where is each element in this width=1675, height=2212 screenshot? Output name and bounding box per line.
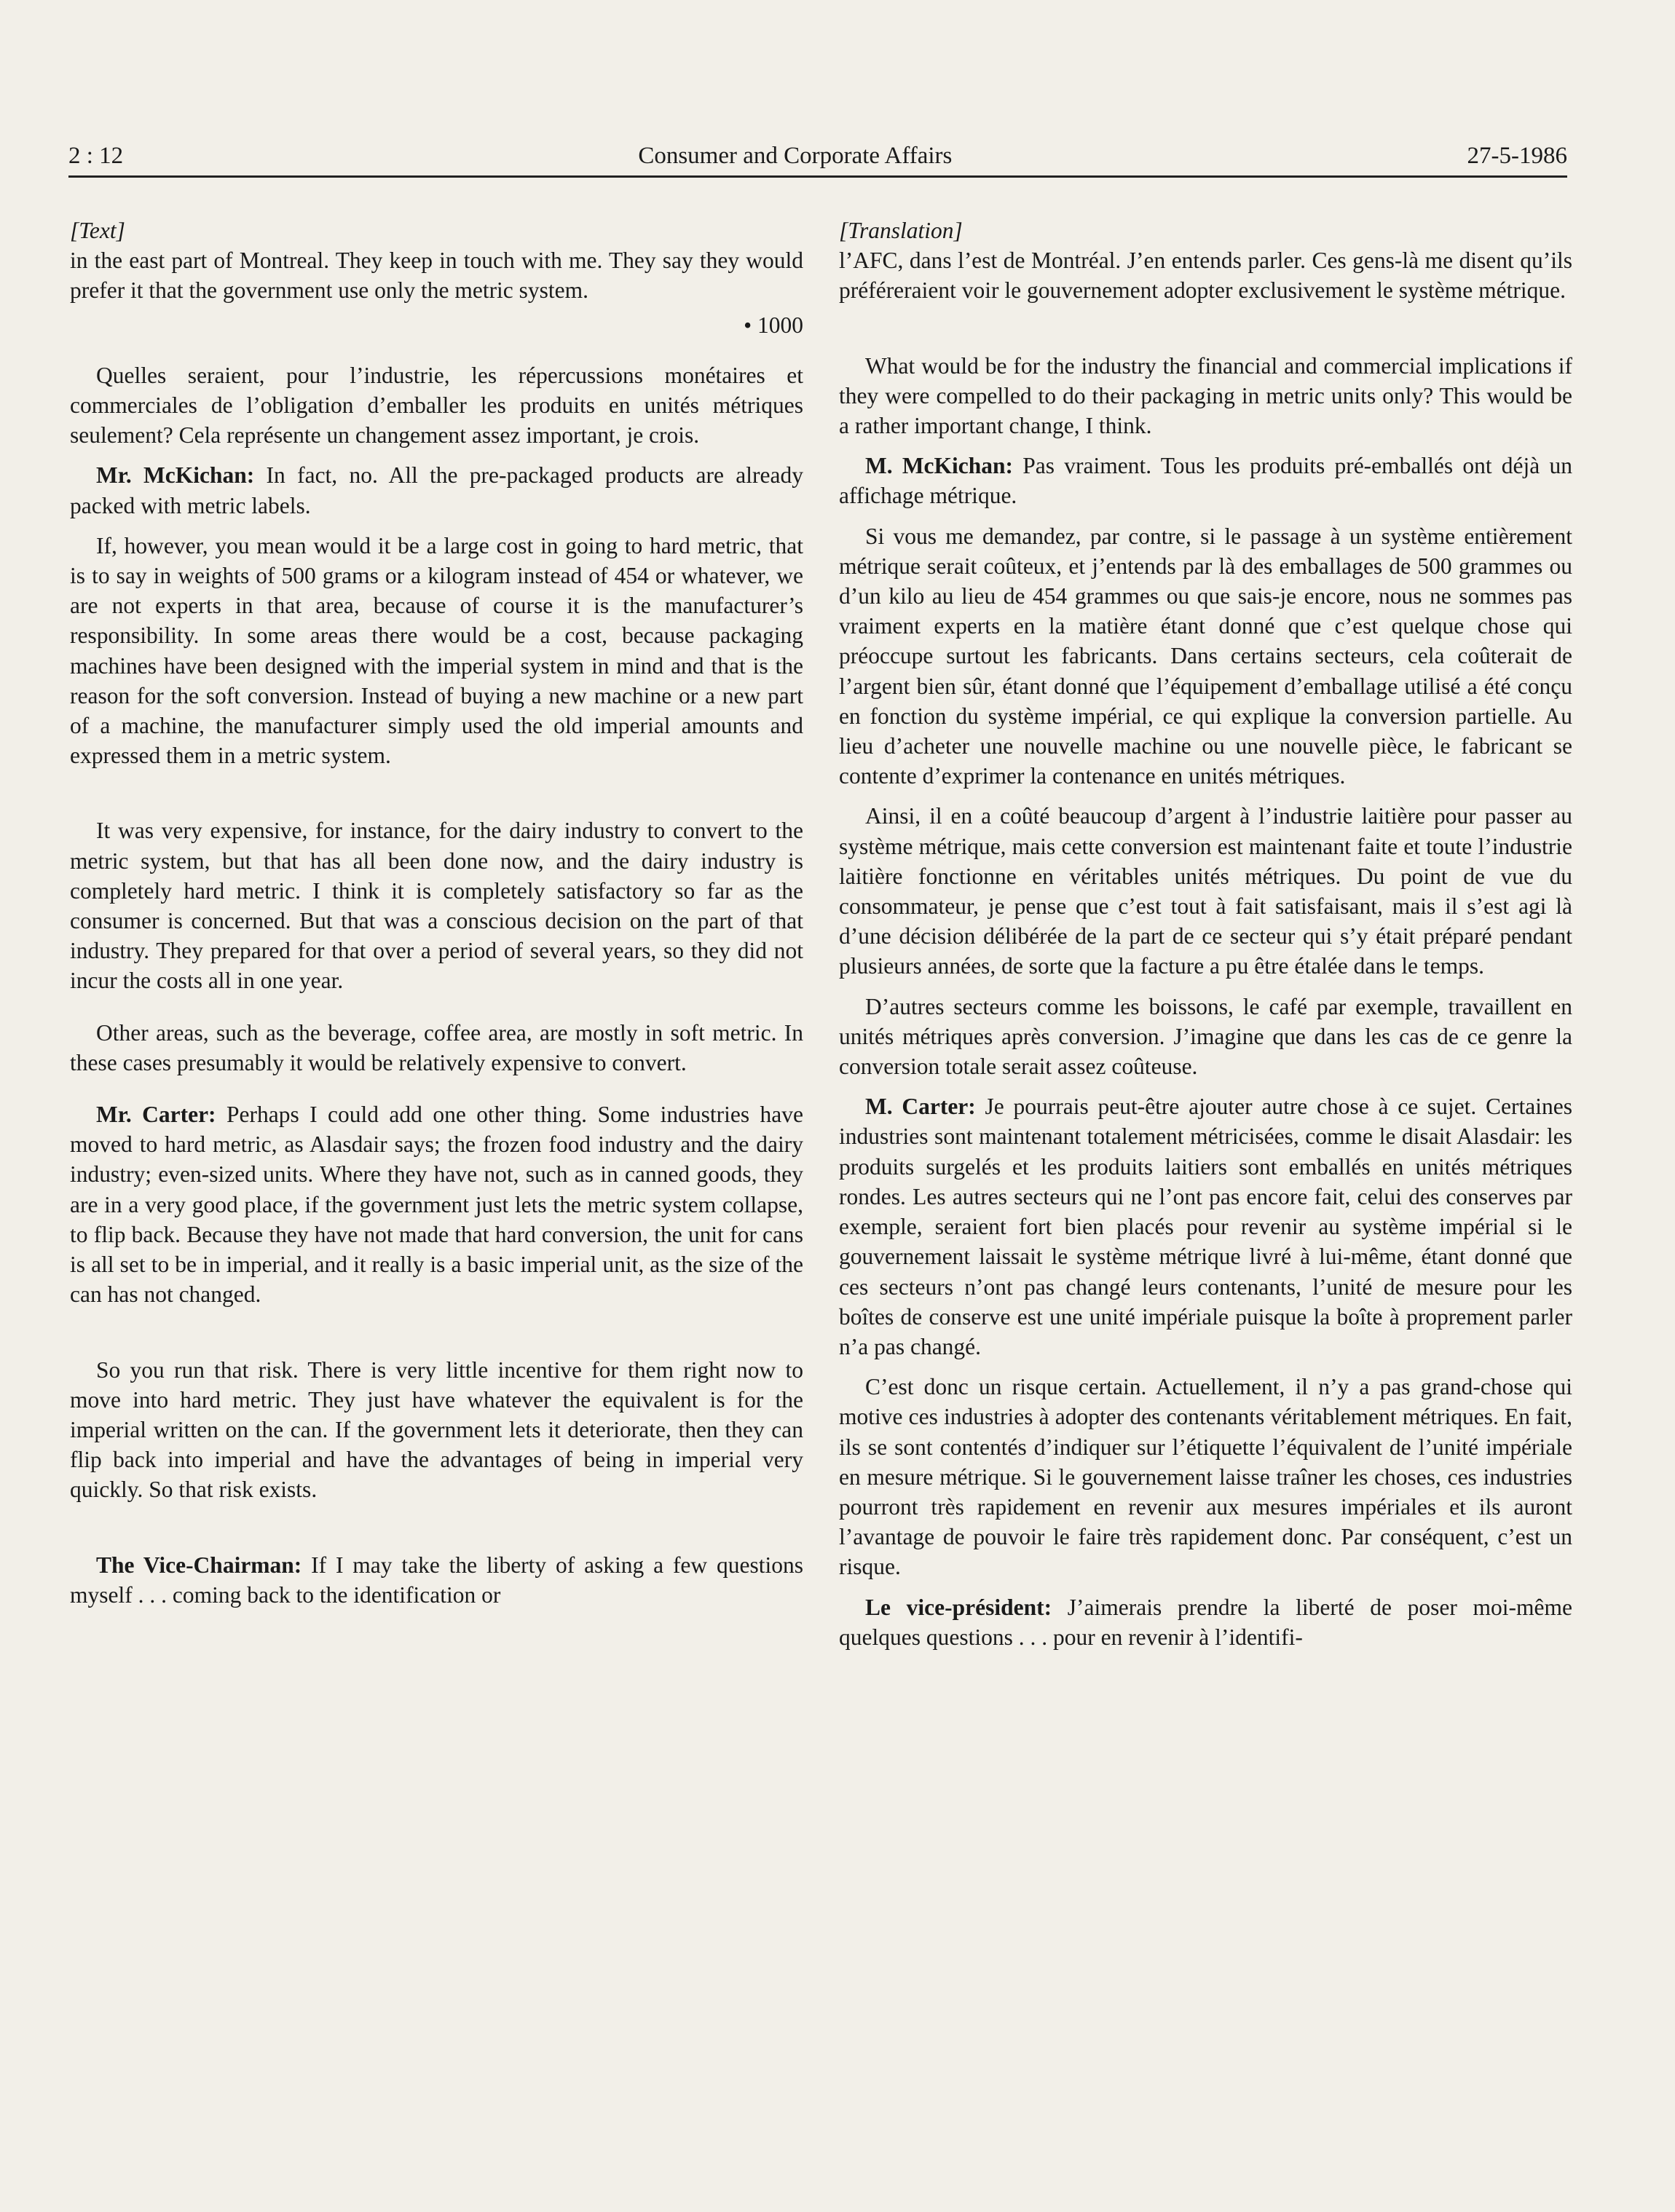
speaker-name: The Vice-Chairman: (96, 1552, 302, 1578)
speech-text: In fact, no. All the pre-packaged products are already packed with metric labels. (70, 462, 803, 518)
paragraph: Si vous me demandez, par contre, si le passage à un système entièrement métrique serait coûteux, et j’entends par là des emballages de 500 grammes ou d’un kilo au lieu de 454 grammes ou que sais-je encore, nous ne sommes pas vraiment experts en la matière étant donné que c’est quelque chose qui préoccupe surtout les fabricants. Dans certains secteurs, cela coûterait de l’argent bien sûr, étant donné que l’équipement d’emballage utilisé a été conçu en fonction du système impérial, ce qui explique la conversion partielle. Au lieu d’acheter une nouvelle machine ou une nouvelle pièce, le fabricant se contente d’exprimer la contenance en unités métriques. (839, 523, 1572, 789)
speech-text: J’aimerais prendre la liberté de poser moi-même quelques questions . . . pour en revenir à l’identifi- (839, 1594, 1573, 1650)
column-label: [Text] (70, 218, 125, 243)
speaker-name: Mr. McKichan: (96, 462, 255, 489)
time-marker: • 1000 (744, 312, 803, 338)
paragraph: If, however, you mean would it be a large cost in going to hard metric, that is to say in weights of 500 grams or a kilogram instead of 454 or whatever, we are not experts in that area, because of course it is the manufacturer’s responsibility. In some areas there would be a cost, because packaging machines have been designed with the imperial system in mind and that is the reason for the soft conversion. Instead of buying a new machine or a new part of a machine, the manufacturer simply used the old imperial amounts and expressed them in a metric system. (70, 532, 803, 769)
paragraph: Quelles seraient, pour l’industrie, les répercussions monétaires et commerciales de l’obligation d’emballer les produits en unités métriques seulement? Cela représente un changement assez important, je crois. (70, 362, 803, 449)
english-column (70, 216, 803, 1610)
paragraph: It was very expensive, for instance, for the dairy industry to convert to the metric system, but that has all been done now, and the dairy industry is completely hard metric. I think it is completely satisfactory so far as the consumer is concerned. But that was a conscious decision on the part of that industry. They prepared for that over a period of several years, so they did not incur the costs all in one year. (70, 818, 803, 994)
french-column (839, 216, 1572, 1652)
page-date: 27-5-1986 (1467, 143, 1567, 169)
running-title: Consumer and Corporate Affairs (638, 143, 953, 169)
paragraph: So you run that risk. There is very little incentive for them right now to move into hard metric. They just have whatever the equivalent is for the imperial written on the can. If the government lets it deteriorate, then they can flip back into imperial and have the advantages of being in imperial very quickly. So that risk exists. (70, 1356, 803, 1503)
speech-text: Je pourrais peut-être ajouter autre chose à ce sujet. Certaines industries sont maintenant totalement métricisées, comme le disait Alasdair: les produits surgelés et les produits laitiers sont emballés en unités métriques rondes. Les autres secteurs qui ne l’ont pas encore fait, celui des conserves par exemple, seraient fort bien placés pour revenir au système impérial si le gouvernement laissait le système métrique livré à lui-même, étant donné que ces secteurs n’ont pas changé leurs contenants, l’unité de mesure pour les boîtes de conserve est une unité impériale puisque la boîte à proprement parler n’a pas changé. (839, 1094, 1572, 1359)
paragraph (839, 1592, 1572, 1652)
paragraph: Ainsi, il en a coûté beaucoup d’argent à l’industrie laitière pour passer au système métrique, mais cette conversion est maintenant faite et toute l’industrie laitière fonctionne en véritables unités métriques. Du point de vue du consommateur, je pense que c’est tout à fait satisfaisant, mais il s’est agi là d’une décision délibérée de la part de ce secteur qui s’y était préparé pendant plusieurs années, de sorte que la facture a pu être étalée dans le temps. (839, 803, 1572, 979)
page-number: 2 : 12 (68, 143, 124, 169)
paragraph (839, 1091, 1572, 1362)
paragraph: l’AFC, dans l’est de Montréal. J’en entends parler. Ces gens-là me disent qu’ils préféreraient voir le gouvernement adopter exclusivement le système métrique. (839, 248, 1572, 304)
speech-text: Perhaps I could add one other thing. Some industries have moved to hard metric, as Alasdair says; the frozen food industry and the dairy industry; even-sized units. Where they have not, such as in canned goods, they are in a very good place, if the government just lets the metric system collapse, to flip back. Because they have not made that hard conversion, the unit for cans is all set to be in imperial, and it really is a basic imperial unit, as the size of the can has not changed. (70, 1102, 803, 1308)
speaker-name: M. McKichan: (865, 453, 1014, 479)
speaker-name: Mr. Carter: (96, 1102, 216, 1128)
page-header (68, 143, 1567, 178)
paragraph (70, 1099, 803, 1309)
paragraph: What would be for the industry the financial and commercial implications if they were compelled to do their packaging in metric units only? This would be a rather important change, I think. (839, 352, 1572, 439)
speaker-name: M. Carter: (865, 1094, 976, 1120)
column-label: [Translation] (839, 218, 963, 243)
paragraph: Other areas, such as the beverage, coffee area, are mostly in soft metric. In these cases presumably it would be relatively expensive to convert. (70, 1019, 803, 1075)
speech-text: If I may take the liberty of asking a few questions myself . . . coming back to the identification or (70, 1552, 803, 1608)
paragraph: in the east part of Montreal. They keep in touch with me. They say they would prefer it that the government use only the metric system. (70, 248, 803, 304)
paragraph: C’est donc un risque certain. Actuellement, il n’y a pas grand-chose qui motive ces industries à adopter des contenants véritablement métriques. En fait, ils se sont contentés d’indiquer sur l’étiquette l’équivalent de l’unité impériale en mesure métrique. Si le gouvernement laisse traîner les choses, ces industries pourront très rapidement en revenir aux mesures impériales et ils auront l’avantage de pouvoir le faire très rapidement donc. Par conséquent, c’est un risque. (839, 1374, 1572, 1580)
paragraph (839, 451, 1572, 510)
paragraph (70, 1550, 803, 1610)
speaker-name: Le vice-président: (865, 1594, 1052, 1620)
paragraph (70, 460, 803, 520)
paragraph: D’autres secteurs comme les boissons, le café par exemple, travaillent en unités métriques après conversion. J’imagine que dans les cas de ce genre la conversion totale serait assez coûteuse. (839, 993, 1572, 1080)
speech-text: Pas vraiment. Tous les produits pré-emballés ont déjà un affichage métrique. (839, 453, 1572, 509)
